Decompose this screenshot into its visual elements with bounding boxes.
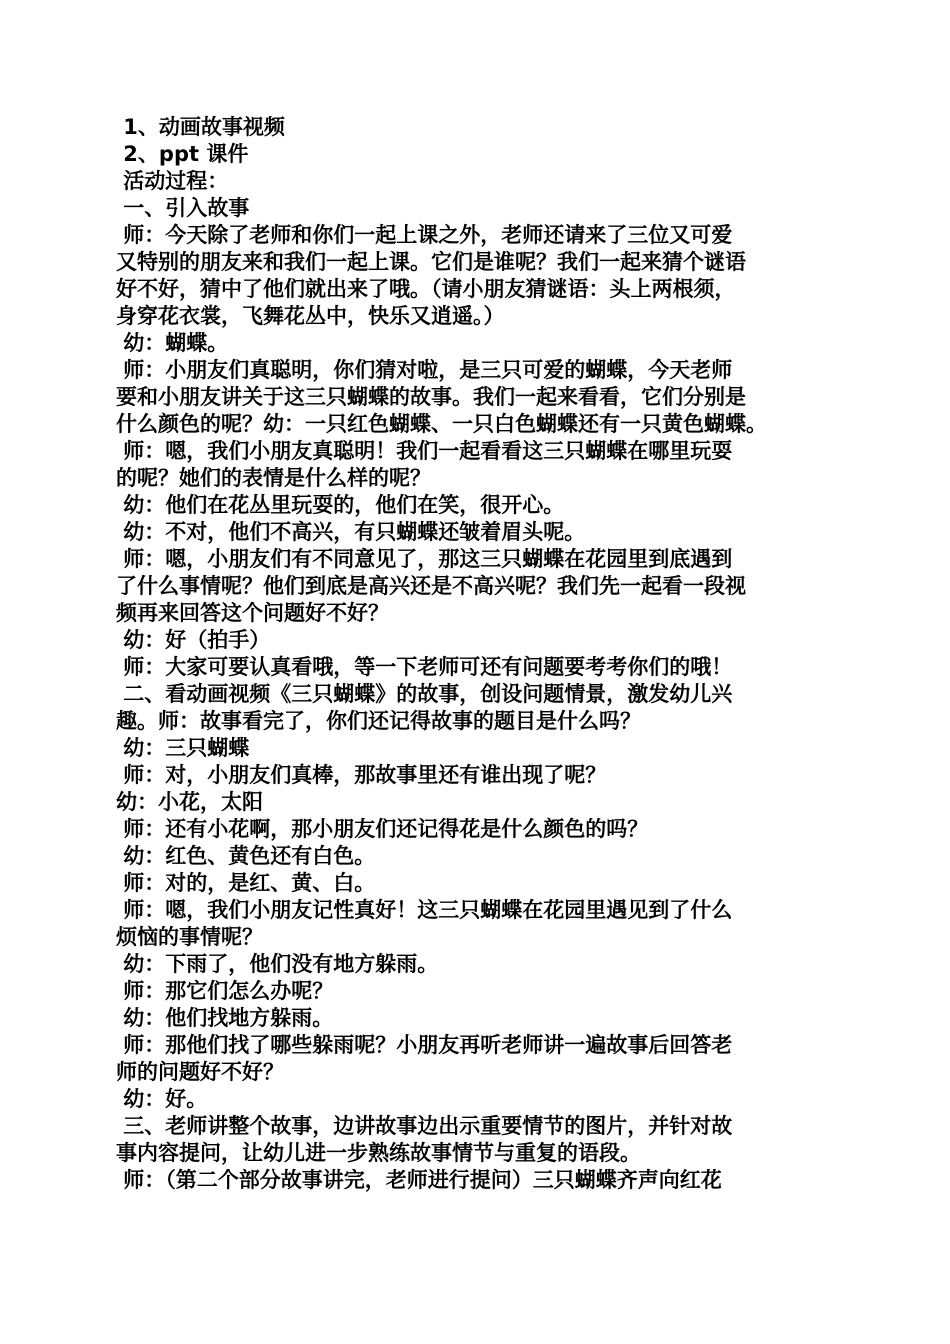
text-line: 幼：下雨了，他们没有地方躲雨。 xyxy=(116,952,439,976)
text-line: 什么颜色的呢？幼：一只红色蝴蝶、一只白色蝴蝶还有一只黄色蝴蝶。 xyxy=(116,412,767,436)
text-line: 事内容提问，让幼儿进一步熟练故事情节与重复的语段。 xyxy=(116,1141,641,1165)
text-line: 师：那他们找了哪些躲雨呢？小朋友再听老师讲一遍故事后回答老 xyxy=(116,1033,733,1057)
text-line: 2、ppt 课件 xyxy=(116,142,249,166)
text-line: 幼：好（拍手） xyxy=(116,628,271,652)
text-line: 师的问题好不好？ xyxy=(116,1060,284,1084)
text-line: 二、看动画视频《三只蝴蝶》的故事，创设问题情景，激发幼儿兴 xyxy=(116,682,733,706)
text-line: 幼：小花，太阳 xyxy=(116,790,263,814)
text-line: 幼：蝴蝶。 xyxy=(116,331,229,355)
text-line: 师：嗯，我们小朋友记性真好！这三只蝴蝶在花园里遇见到了什么 xyxy=(116,898,733,922)
text-line: 三、老师讲整个故事，边讲故事边出示重要情节的图片，并针对故 xyxy=(116,1114,733,1138)
text-line: 师：小朋友们真聪明，你们猜对啦，是三只可爱的蝴蝶，今天老师 xyxy=(116,358,733,382)
text-line: 好不好，猜中了他们就出来了哦。（请小朋友猜谜语：头上两根须， xyxy=(116,277,736,301)
text-line: 师：还有小花啊，那小朋友们还记得花是什么颜色的吗？ xyxy=(116,817,649,841)
text-line: 幼：三只蝴蝶 xyxy=(116,736,250,760)
text-line: 幼：他们在花丛里玩耍的，他们在笑，很开心。 xyxy=(116,493,565,517)
text-line: 身穿花衣裳，飞舞花丛中，快乐又逍遥。） xyxy=(116,304,505,328)
text-line: 师：嗯，小朋友们有不同意见了，那这三只蝴蝶在花园里到底遇到 xyxy=(116,547,733,571)
document-body xyxy=(116,114,856,1194)
text-line: 又特别的朋友来和我们一起上课。它们是谁呢？我们一起来猜个谜语 xyxy=(116,250,746,274)
text-line: 师：嗯，我们小朋友真聪明！我们一起看看这三只蝴蝶在哪里玩耍 xyxy=(116,439,733,463)
text-line: 幼：不对，他们不高兴，有只蝴蝶还皱着眉头呢。 xyxy=(116,520,586,544)
text-line: 趣。师：故事看完了，你们还记得故事的题目是什么吗？ xyxy=(116,709,641,733)
text-line: 师：对的，是红、黄、白。 xyxy=(116,871,376,895)
text-line: 频再来回答这个问题好不好？ xyxy=(116,601,389,625)
text-line: 师：（第二个部分故事讲完，老师进行提问）三只蝴蝶齐声向红花 xyxy=(116,1168,722,1192)
text-line: 烦恼的事情呢？ xyxy=(116,925,263,949)
text-line: 师：大家可要认真看哦，等一下老师可还有问题要考考你们的哦！ xyxy=(116,655,733,679)
text-line: 活动过程： xyxy=(116,169,229,193)
text-line: 要和小朋友讲关于这三只蝴蝶的故事。我们一起来看看，它们分别是 xyxy=(116,385,746,409)
text-line: 的呢？她们的表情是什么样的呢？ xyxy=(116,466,431,490)
text-line: 师：那它们怎么办呢？ xyxy=(116,979,334,1003)
text-line: 师：对，小朋友们真棒，那故事里还有谁出现了呢？ xyxy=(116,763,607,787)
text-line: 一、引入故事 xyxy=(116,196,250,220)
text-line: 师：今天除了老师和你们一起上课之外，老师还请来了三位又可爱 xyxy=(116,223,733,247)
text-line: 幼：红色、黄色还有白色。 xyxy=(116,844,376,868)
text-line: 幼：好。 xyxy=(116,1087,208,1111)
text-line: 了什么事情呢？他们到底是高兴还是不高兴呢？我们先一起看一段视 xyxy=(116,574,746,598)
text-line: 幼：他们找地方躲雨。 xyxy=(116,1006,334,1030)
text-line: 1、动画故事视频 xyxy=(116,115,285,139)
